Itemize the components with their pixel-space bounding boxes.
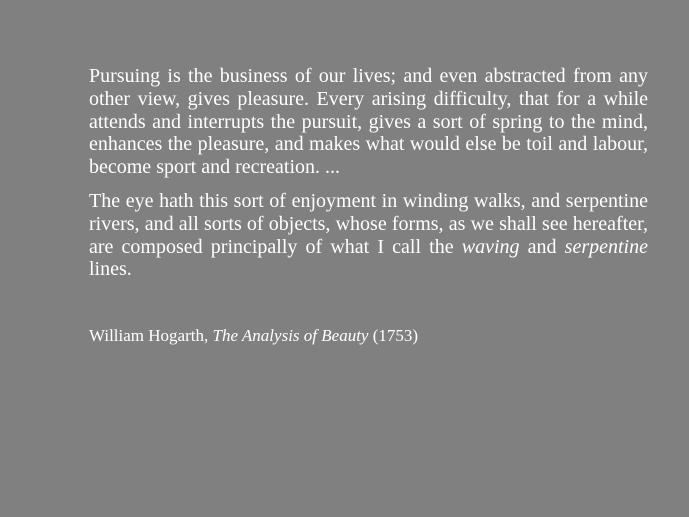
quote-paragraph-2-text-3: lines. — [89, 258, 132, 281]
citation-author: William Hogarth, — [89, 326, 209, 345]
italic-word-serpentine: serpentine — [564, 235, 648, 258]
quote-paragraph-2-text-2: and — [519, 235, 565, 258]
citation — [89, 326, 418, 346]
citation-year: (1753) — [372, 326, 419, 345]
quote-paragraph-2-text-1: The eye hath this sort of enjoyment in winding walks, and serpentine rivers, and all sorts of objects, whose forms, as we shall see hereafter, are composed principally of what I call the — [89, 189, 648, 258]
italic-word-waving: waving — [461, 235, 520, 258]
quote-paragraph-1: Pursuing is the business of our lives; and even abstracted from any other view, gives pleasure. Every arising difficulty, that for a while attends and interrupts the pursuit, gives a sort of spring to the mind, enhances the pleasure, and makes what would else be toil and labour, become sport and recreation. ... — [89, 65, 648, 179]
quote-block — [89, 65, 648, 281]
citation-title: The Analysis of Beauty — [212, 326, 369, 345]
quote-paragraph-2 — [89, 190, 648, 281]
